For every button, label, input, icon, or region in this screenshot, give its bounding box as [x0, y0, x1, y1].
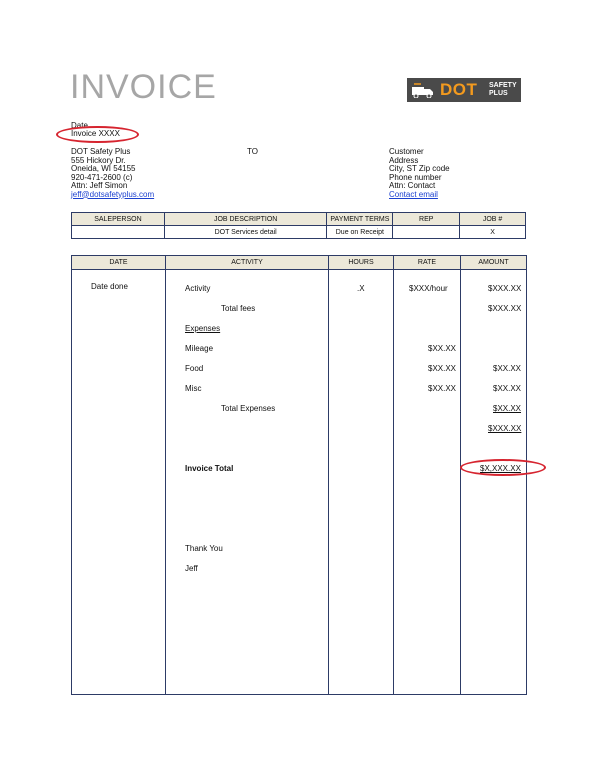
invoice-total-highlight [460, 459, 546, 476]
job-info-table [71, 212, 526, 239]
misc-label: Misc [185, 384, 202, 393]
activity-header: ACTIVITY [166, 256, 328, 270]
salesperson-header: SALEPERSON [72, 213, 165, 226]
job-number-cell: X [460, 226, 526, 239]
sender-address [71, 148, 154, 199]
customer-street: Address [389, 155, 419, 165]
date-label: Date [71, 121, 88, 130]
customer-phone: Phone number [389, 172, 442, 182]
food-label: Food [185, 364, 204, 373]
job-number-header: JOB # [460, 213, 526, 226]
column-divider [328, 256, 329, 694]
sender-attn: Attn: Jeff Simon [71, 181, 128, 190]
column-divider [460, 256, 461, 694]
total-expenses-amount: $XX.XX [493, 404, 522, 413]
misc-amount: $XX.XX [493, 384, 522, 393]
invoice-number-highlight [56, 126, 139, 143]
thank-you-note: Thank You [185, 544, 223, 553]
hours-header: HOURS [329, 256, 393, 270]
food-amount: $XX.XX [493, 364, 522, 373]
job-table-header [72, 213, 526, 226]
mileage-label: Mileage [185, 344, 214, 353]
customer-attn: Attn: Contact [389, 181, 436, 190]
activity-label: Activity [185, 284, 211, 293]
invoice-number: Invoice XXXX [71, 129, 120, 138]
job-description-header: JOB DESCRIPTION [164, 213, 327, 226]
job-table-row [72, 226, 526, 239]
customer-name: Customer [389, 147, 424, 156]
logo-safety: SAFETY [489, 82, 517, 89]
sender-name: DOT Safety Plus [71, 147, 131, 156]
sender-city: Oneida, WI 54155 [71, 164, 136, 173]
misc-rate: $XX.XX [428, 384, 457, 393]
invoice-total-label: Invoice Total [185, 464, 234, 473]
hours-value: .X [357, 284, 365, 293]
activity-amount: $XXX.XX [488, 284, 522, 293]
truck-icon [411, 82, 437, 98]
rep-cell [393, 226, 460, 239]
subtotal-amount: $XXX.XX [488, 424, 522, 433]
food-rate: $XX.XX [428, 364, 457, 373]
column-divider [393, 256, 394, 694]
date-done: Date done [91, 282, 128, 291]
sender-street: 555 Hickory Dr. [71, 155, 126, 165]
logo-plus: PLUS [489, 90, 508, 97]
logo-brand: DOT [440, 80, 478, 99]
mileage-rate: $XX.XX [428, 344, 457, 353]
customer-address [389, 148, 450, 199]
invoice-total-amount: $X,XXX.XX [480, 464, 521, 473]
line-items-table [71, 255, 527, 695]
rate-value: $XXX/hour [409, 284, 448, 293]
customer-city: City, ST Zip code [389, 164, 450, 173]
total-fees-label: Total fees [221, 304, 256, 313]
customer-email-link[interactable]: Contact email [389, 189, 438, 199]
total-expenses-label: Total Expenses [221, 404, 276, 413]
to-label: TO [247, 147, 258, 156]
date-header: DATE [72, 256, 165, 270]
salesperson-cell [72, 226, 165, 239]
total-fees-amount: $XXX.XX [488, 304, 522, 313]
dot-safety-plus-logo [407, 78, 521, 102]
rate-header: RATE [394, 256, 460, 270]
sender-phone: 920-471-2600 (c) [71, 172, 133, 182]
column-divider [165, 256, 166, 694]
amount-header: AMOUNT [461, 256, 526, 270]
signature: Jeff [185, 564, 198, 573]
payment-terms-cell: Due on Receipt [327, 226, 393, 239]
sender-email-link[interactable]: jeff@dotsafetyplus.com [71, 189, 155, 199]
expenses-label: Expenses [185, 324, 221, 333]
invoice-title: INVOICE [70, 68, 217, 106]
payment-terms-header: PAYMENT TERMS [327, 213, 393, 226]
rep-header: REP [393, 213, 460, 226]
job-description-cell: DOT Services detail [164, 226, 327, 239]
